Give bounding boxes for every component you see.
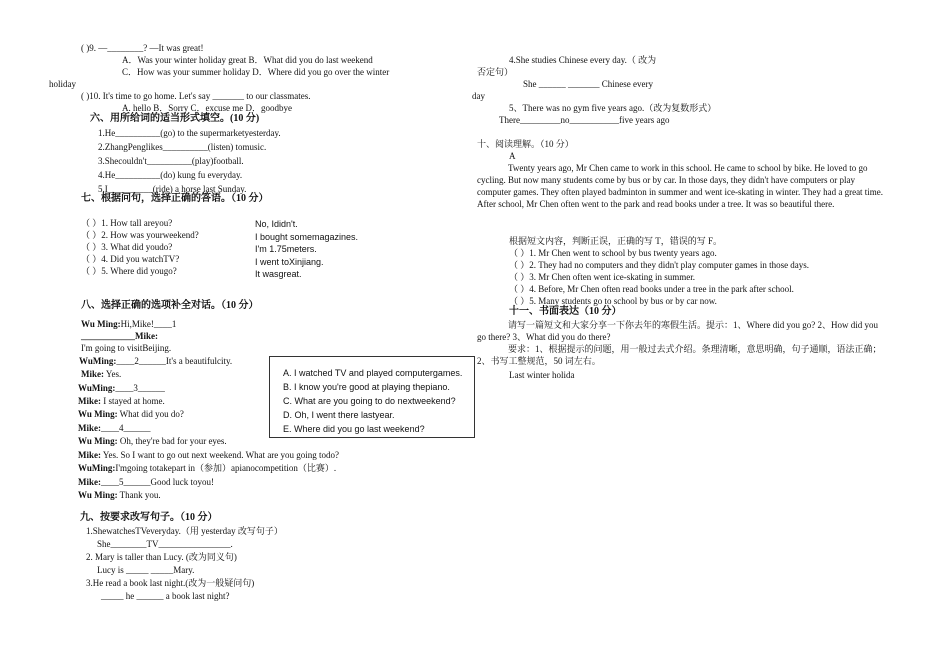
dialog-speaker: Wu Ming: [78,436,118,446]
dialog-text: Hi,Mike!____1 [120,319,177,329]
sec7-question: （ ）4. Did you watchTV? [81,254,180,264]
sec7-question: （ ）3. What did youdo? [81,242,173,252]
dialog-speaker: WuMing: [78,383,116,393]
dialog-speaker: WuMing: [79,356,117,366]
q4-stem-cont: 否定句） [477,67,514,77]
q10-stem: ( )10. It's time to go home. Let's say _______ to our classmates. [81,91,311,101]
dialog-line [78,449,339,461]
q9-stem: ( )9. —________? —It was great! [81,43,204,53]
tf-item: （ ）5. Many students go to school by bus or by car now. [509,296,717,306]
reading-passage: Twenty years ago, Mr Chen came to work in this school. He came to school by bike. He loved to go cycling. But now many students come by bus or by car. In those days, they didn't have computers or play computer games. They often played badminton in summer and went ice-skating in winter. They had a great time. After school, Mr Chen often went to the park and read books under a tree. It was so beautiful there. [477,163,884,209]
sec7-question: （ ）5. Where did yougo? [81,266,177,276]
reading-instruction: 根据短文内容，判断正误，正确的写 T，错误的写 F。 [509,236,723,246]
section-8-title: 八、选择正确的选项补全对话。（10 分） [81,300,259,311]
q10-options: A. hello B．Sorry C．excuse me D．goodbye [122,103,292,113]
dialog-speaker: WuMing: [78,463,116,473]
option-b: B. I know you're good at playing thepiano. [283,382,450,392]
writing-start: Last winter holida [509,370,575,380]
section-11-title: 十一、书面表达（10 分） [509,306,622,317]
q5-stem: 5、There was no gym five years ago.（改为复数形式） [509,103,717,113]
section-9-title: 九、按要求改写句子。（10 分） [80,512,218,523]
dialog-speaker: Wu Ming: [78,490,118,500]
dialog-speaker: Wu Ming: [78,409,118,419]
dialog-text: I stayed at home. [101,396,165,406]
option-d: D. Oh, I went there lastyear. [283,410,395,420]
section-10-title: 十、阅读理解。（10 分） [477,139,574,149]
dialog-text: Yes. [104,369,122,379]
q9-options-ab: A．Was your winter holiday great B．What did you do last weekend [122,55,373,65]
dialog-line: I'm going to visitBeijing. [81,343,172,353]
dialog-line [78,408,184,420]
sec9-line: Lucy is _____ _____Mary. [97,565,195,575]
dialog-line: ____________Mike: [81,331,158,341]
sec9-line: 3.He read a book last night.(改为一般疑问句) [86,578,255,588]
dialog-text: ____3______ [115,383,165,393]
dialog-speaker: Mike: [78,450,101,460]
sec7-answer: I'm 1.75meters. [255,244,317,254]
dialog-line [78,422,151,434]
dialog-line [81,368,121,380]
tf-item: （ ）1. Mr Chen went to school by bus twenty years ago. [509,248,717,258]
q9-options-cont: holiday [49,79,76,89]
section-7-title: 七、根据问句，选择正确的答语。（10 分） [81,193,269,204]
q9-options-cd: C．How was your summer holiday D．Where did you go over the winter [122,67,390,77]
dialog-speaker: Mike: [81,369,104,379]
tf-item: （ ）3. Mr Chen often went ice-skating in summer. [509,272,695,282]
sec7-answer: It wasgreat. [255,269,302,279]
tf-item: （ ）2. They had no computers and they didn't play computer games in those days. [509,260,810,270]
sec6-item: 1.He__________(go) to the supermarketyesterday. [98,128,281,138]
dialog-speaker: Mike: [78,396,101,406]
dialog-line [81,318,176,330]
dialog-speaker: Wu Ming: [81,319,121,329]
writing-requirements: 要求：1、根据提示的问题，用一般过去式介绍。条理清晰，意思明确，句子通顺，语法正确；2、书写工整规范，50 词左右。 [477,344,882,366]
sec7-answer: No, Ididn't. [255,219,298,229]
dialog-text: Thank you. [117,490,161,500]
q4-answer-line: She ______ _______ Chinese every [523,79,653,89]
sec7-answer: I bought somemagazines. [255,232,359,242]
q5-answer-line: There_________no___________five years ago [499,115,670,125]
sec9-line: She________TV________________. [97,539,233,549]
dialog-text: I'mgoing totakepart in（参加）apianocompetition（比赛）. [115,463,337,473]
dialog-line [79,355,232,367]
option-c: C. What are you going to do nextweekend? [283,396,456,406]
dialog-text: ____4______ [101,423,151,433]
sec9-line: 1.ShewatchesTVeveryday.（用 yesterday 改写句子） [86,526,283,536]
sec6-item: 4.He__________(do) kung fu everyday. [98,170,243,180]
dialog-line [78,435,227,447]
sec7-answer: I went toXinjiang. [255,257,324,267]
dialog-text: What did you do? [117,409,184,419]
dialog-line [78,395,165,407]
dialog-speaker: Mike: [78,477,101,487]
passage-label: A [509,151,516,161]
dialog-text: Oh, they're bad for your eyes. [117,436,227,446]
dialog-line [78,489,161,501]
tf-item: （ ）4. Before, Mr Chen often read books under a tree in the park after school. [509,284,794,294]
q4-stem: 4.She studies Chinese every day.（ 改为 [509,55,657,65]
q4-answer-cont: day [472,91,485,101]
dialog-speaker: Mike: [78,423,101,433]
dialog-text: ____5______Good luck toyou! [101,477,214,487]
sec7-question: （ ）2. How was yourweekend? [81,230,199,240]
dialog-text: ____2______It's a beautifulcity. [116,356,233,366]
sec9-line: 2. Mary is taller than Lucy. (改为同义句) [86,552,237,562]
section-6-title: 六、用所给词的适当形式填空。(10 分) [90,113,260,124]
dialog-line [78,382,165,394]
sec9-line: _____ he ______ a book last night? [101,591,230,601]
dialog-text: Yes. So I want to go out next weekend. What are you going todo? [101,450,340,460]
dialog-line [78,462,336,474]
option-e: E. Where did you go last weekend? [283,424,425,434]
option-a: A. I watched TV and played computergames. [283,368,463,378]
writing-prompt: 请写一篇短文和大家分享一下你去年的寒假生活。提示：1、Where did you go? 2、How did you go there? 3、What did you do there? [477,320,878,342]
dialog-line [78,476,214,488]
sec6-item: 2.ZhangPenglikes__________(listen) tomusic. [98,142,267,152]
sec6-item: 5.I__________(ride) a horse last Sunday. [98,184,247,194]
sec7-question: （ ）1. How tall areyou? [81,218,173,228]
sec6-item: 3.Shecouldn't__________(play)football. [98,156,244,166]
